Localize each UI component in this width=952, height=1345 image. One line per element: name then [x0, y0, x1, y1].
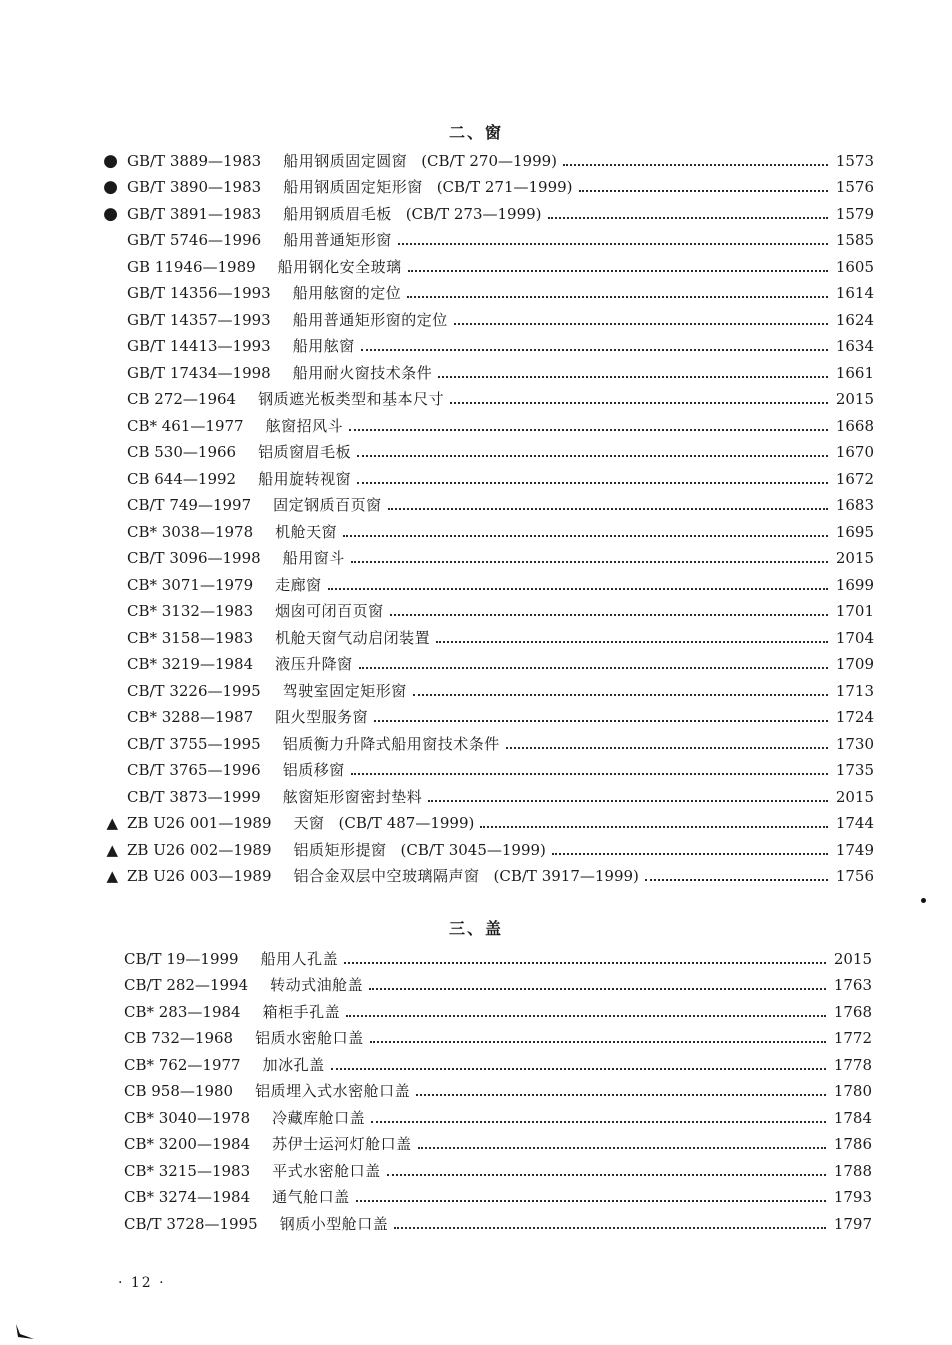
standard-number: ZB U26 002—1989	[127, 840, 272, 859]
standard-number: CB 732—1968	[124, 1029, 234, 1047]
dot-leader	[438, 376, 828, 378]
replacement-standard: (CB/T 3917—1999)	[493, 867, 639, 885]
page-reference: 1661	[835, 363, 874, 382]
standard-number: CB* 3219—1984	[127, 655, 254, 673]
standard-title: 驾驶室固定矩形窗	[282, 681, 407, 700]
page-reference: 1668	[835, 416, 874, 435]
dot-leader	[349, 429, 828, 431]
toc-entry	[0, 567, 874, 594]
dot-leader	[454, 323, 828, 325]
standard-number: GB/T 17434—1998	[127, 363, 271, 382]
standard-number: GB/T 14356—1993	[127, 284, 271, 302]
page-reference: 1670	[835, 443, 874, 461]
dot-leader	[387, 1174, 826, 1176]
toc-entry	[0, 941, 872, 968]
page-reference: 1701	[835, 602, 874, 620]
toc-entry	[0, 143, 874, 170]
page-reference: 1683	[835, 496, 874, 514]
standard-title: 铝质矩形提窗	[293, 840, 387, 859]
page-reference: 1709	[835, 655, 874, 673]
toc-entry	[0, 1127, 872, 1154]
toc-list-covers	[0, 941, 952, 1233]
toc-entry	[0, 461, 874, 488]
dot-leader	[346, 1015, 826, 1017]
toc-entry	[0, 408, 874, 435]
standard-number: CB/T 3096—1998	[127, 549, 261, 567]
page-reference: 1768	[833, 1002, 872, 1021]
page-reference: 1763	[833, 976, 872, 994]
dot-leader	[357, 455, 828, 457]
standard-number: GB/T 3890—1983	[127, 178, 262, 196]
toc-entry	[0, 355, 874, 382]
standard-number: CB* 283—1984	[124, 1002, 241, 1021]
standard-title: 舷窗矩形窗密封垫料	[282, 787, 423, 806]
standard-title: 舷窗招风斗	[265, 416, 344, 435]
standard-number: CB/T 3765—1996	[127, 761, 261, 779]
page-reference: 1672	[835, 469, 874, 488]
dot-leader	[416, 1094, 826, 1096]
toc-entry	[0, 435, 874, 462]
standard-number: GB/T 3891—1983	[127, 204, 262, 223]
page-reference: 1744	[835, 814, 874, 832]
toc-entry	[0, 700, 874, 727]
replacement-standard: (CB/T 487—1999)	[338, 814, 475, 832]
toc-entry	[0, 994, 872, 1021]
page-reference: 1772	[833, 1029, 872, 1047]
page-reference: 1614	[835, 284, 874, 302]
standard-title: 苏伊士运河灯舱口盖	[272, 1135, 412, 1153]
dot-leader	[436, 641, 828, 643]
dot-leader	[418, 1147, 826, 1149]
page-reference: 1724	[835, 708, 874, 726]
dot-leader	[388, 508, 828, 510]
standard-title: 铝质水密舱口盖	[255, 1029, 364, 1047]
standard-title: 船用窗斗	[282, 549, 345, 567]
toc-entry	[0, 673, 874, 700]
toc-entry	[0, 859, 874, 886]
page-reference: 1756	[835, 867, 874, 885]
replacement-standard: (CB/T 270—1999)	[421, 151, 558, 170]
toc-entry	[0, 302, 874, 329]
toc-entry	[0, 170, 874, 197]
toc-entry	[0, 249, 874, 276]
section-title-windows: 二、窗	[448, 123, 503, 142]
standard-number: GB 11946—1989	[127, 257, 256, 276]
dot-leader	[390, 614, 828, 616]
page-reference: 1780	[833, 1082, 872, 1100]
page-reference: 1699	[835, 575, 874, 594]
toc-entry	[0, 223, 874, 250]
standard-title: 平式水密舱口盖	[272, 1161, 381, 1180]
standard-title: 船用舷窗的定位	[292, 284, 402, 302]
standard-title: 铝质埋入式水密舱口盖	[255, 1082, 411, 1100]
replacement-standard: (CB/T 3045—1999)	[400, 840, 546, 859]
page-reference: 2015	[835, 390, 874, 408]
standard-title: 铝质移窗	[282, 761, 345, 779]
page-reference: 1713	[835, 681, 874, 700]
standard-number: CB/T 3755—1995	[127, 734, 261, 753]
standard-title: 铝质衡力升降式船用窗技术条件	[282, 734, 500, 753]
standard-title: 船用普通矩形窗的定位	[292, 310, 448, 329]
page-number: · 12 ·	[118, 1275, 166, 1291]
page-reference: 1784	[833, 1108, 872, 1127]
scan-corner-mark	[14, 1322, 36, 1340]
page-reference: 1778	[833, 1055, 872, 1074]
standard-title: 天窗	[293, 814, 325, 832]
toc-entry	[0, 1047, 872, 1074]
standard-title: 船用钢化安全玻璃	[277, 257, 402, 276]
toc-entry	[0, 196, 874, 223]
dot-leader	[343, 535, 828, 537]
standard-number: CB 530—1966	[127, 443, 237, 461]
page-reference: 1793	[833, 1188, 872, 1206]
toc-entry	[0, 1153, 872, 1180]
page-reference: 1749	[835, 840, 874, 859]
dot-leader	[579, 190, 828, 192]
standard-title: 机舱天窗	[275, 522, 338, 541]
dot-leader	[351, 561, 828, 563]
standard-number: CB/T 19—1999	[124, 949, 239, 968]
standard-number: CB/T 282—1994	[124, 976, 249, 994]
standard-title: 钢质小型舱口盖	[279, 1214, 389, 1233]
page-reference: 2015	[835, 549, 874, 567]
page-reference: 1786	[833, 1135, 872, 1153]
toc-entry	[0, 647, 874, 674]
standard-title: 船用钢质眉毛板	[283, 204, 392, 223]
toc-entry	[0, 779, 874, 806]
page-reference: 1730	[835, 734, 874, 753]
page-reference: 2015	[833, 949, 872, 968]
toc-entry	[0, 726, 874, 753]
standard-title: 走廊窗	[275, 575, 322, 594]
dot-leader	[344, 962, 826, 964]
standard-title: 机舱天窗气动启闭装置	[275, 628, 431, 647]
standard-number: CB/T 3728—1995	[124, 1214, 258, 1233]
dot-leader	[450, 402, 828, 404]
page-reference: 1605	[835, 257, 874, 276]
dot-leader	[331, 1068, 826, 1070]
standard-title: 冷藏库舱口盖	[272, 1108, 366, 1127]
toc-entry	[0, 1021, 872, 1048]
standard-title: 铝合金双层中空玻璃隔声窗	[293, 867, 480, 885]
dot-leader	[371, 1121, 826, 1123]
dot-leader	[413, 694, 828, 696]
standard-number: CB* 3288—1987	[127, 708, 254, 726]
standard-title: 液压升降窗	[275, 655, 353, 673]
standard-number: CB* 3071—1979	[127, 575, 254, 594]
dot-leader	[428, 800, 828, 802]
section-title-covers: 三、盖	[448, 919, 503, 938]
toc-entry	[0, 594, 874, 621]
toc-entry	[0, 276, 874, 303]
dot-leader	[548, 217, 828, 219]
standard-title: 铝质窗眉毛板	[258, 443, 352, 461]
circle-marker-icon: ●	[103, 177, 118, 197]
page-reference: 1788	[833, 1161, 872, 1180]
toc-entry	[0, 620, 874, 647]
standard-number: CB/T 3226—1995	[127, 681, 261, 700]
standard-title: 船用钢质固定圆窗	[283, 151, 408, 170]
toc-entry	[0, 382, 874, 409]
circle-marker-icon: ●	[103, 203, 118, 224]
toc-entry	[0, 832, 874, 859]
dot-leader	[408, 270, 828, 272]
toc-list-windows	[0, 143, 952, 885]
page-reference: 1573	[835, 151, 874, 170]
standard-number: CB 272—1964	[127, 390, 237, 408]
dot-leader	[552, 853, 828, 855]
dot-leader	[351, 773, 828, 775]
page-reference: 1797	[833, 1214, 872, 1233]
standard-title: 船用人孔盖	[260, 949, 339, 968]
standard-title: 船用旋转视窗	[258, 469, 352, 488]
page-reference: 1585	[835, 231, 874, 249]
standard-title: 转动式油舱盖	[270, 976, 364, 994]
dot-leader	[398, 243, 828, 245]
standard-title: 固定钢质百页窗	[273, 496, 382, 514]
standard-number: CB* 3200—1984	[124, 1135, 251, 1153]
page-reference: 1634	[835, 337, 874, 355]
dot-leader	[563, 164, 828, 166]
standard-number: CB* 3274—1984	[124, 1188, 251, 1206]
standard-number: CB* 461—1977	[127, 416, 244, 435]
standard-title: 烟囱可闭百页窗	[275, 602, 384, 620]
page-reference: 1624	[835, 310, 874, 329]
toc-entry	[0, 541, 874, 568]
standard-number: GB/T 14413—1993	[127, 337, 271, 355]
dot-leader	[374, 720, 828, 722]
toc-entry	[0, 329, 874, 356]
dot-leader	[359, 667, 828, 669]
standard-title: 船用普通矩形窗	[283, 231, 392, 249]
dot-leader	[369, 988, 826, 990]
toc-entry	[0, 753, 874, 780]
page-reference: 1704	[835, 628, 874, 647]
standard-number: CB* 3040—1978	[124, 1108, 251, 1127]
circle-marker-icon: ●	[103, 150, 118, 171]
dot-leader	[394, 1227, 826, 1229]
standard-title: 钢质遮光板类型和基本尺寸	[258, 390, 445, 408]
dot-leader	[328, 588, 828, 590]
replacement-standard: (CB/T 273—1999)	[405, 204, 542, 223]
standard-number: GB/T 3889—1983	[127, 151, 262, 170]
standard-number: ZB U26 003—1989	[127, 867, 272, 885]
page-reference: 1576	[835, 178, 874, 196]
standard-number: ZB U26 001—1989	[127, 814, 272, 832]
toc-entry	[0, 968, 872, 995]
page-reference: 1735	[835, 761, 874, 779]
toc-entry	[0, 1180, 872, 1207]
dot-leader	[357, 482, 828, 484]
standard-number: CB/T 3873—1999	[127, 787, 261, 806]
standard-number: CB 644—1992	[127, 469, 237, 488]
toc-entry	[0, 1100, 872, 1127]
dot-leader	[361, 349, 828, 351]
toc-entry	[0, 1074, 872, 1101]
standard-number: CB* 3158—1983	[127, 628, 254, 647]
standard-number: CB* 3132—1983	[127, 602, 254, 620]
dot-leader	[407, 296, 828, 298]
dot-leader	[480, 826, 828, 828]
triangle-marker-icon: ▲	[106, 814, 118, 832]
standard-title: 箱柜手孔盖	[262, 1002, 341, 1021]
page-reference: 1695	[835, 522, 874, 541]
replacement-standard: (CB/T 271—1999)	[436, 178, 573, 196]
toc-entry	[0, 514, 874, 541]
standard-number: CB/T 749—1997	[127, 496, 252, 514]
standard-title: 通气舱口盖	[272, 1188, 350, 1206]
dot-leader	[645, 879, 828, 881]
standard-title: 阻火型服务窗	[275, 708, 369, 726]
dot-leader	[506, 747, 828, 749]
standard-number: CB* 3038—1978	[127, 522, 254, 541]
standard-number: CB 958—1980	[124, 1082, 234, 1100]
standard-title: 船用耐火窗技术条件	[292, 363, 433, 382]
page-reference: 2015	[835, 787, 874, 806]
page-reference: 1579	[835, 204, 874, 223]
standard-number: GB/T 14357—1993	[127, 310, 271, 329]
triangle-marker-icon: ▲	[106, 867, 118, 885]
dot-leader	[356, 1200, 826, 1202]
toc-entry	[0, 806, 874, 833]
standard-number: GB/T 5746—1996	[127, 231, 262, 249]
triangle-marker-icon: ▲	[106, 840, 118, 859]
toc-entry	[0, 488, 874, 515]
dot-leader	[370, 1041, 826, 1043]
toc-entry	[0, 1206, 872, 1233]
scan-speck	[921, 898, 926, 903]
standard-title: 船用钢质固定矩形窗	[283, 178, 423, 196]
standard-number: CB* 762—1977	[124, 1055, 241, 1074]
standard-number: CB* 3215—1983	[124, 1161, 251, 1180]
standard-title: 加冰孔盖	[262, 1055, 325, 1074]
standard-title: 船用舷窗	[292, 337, 355, 355]
